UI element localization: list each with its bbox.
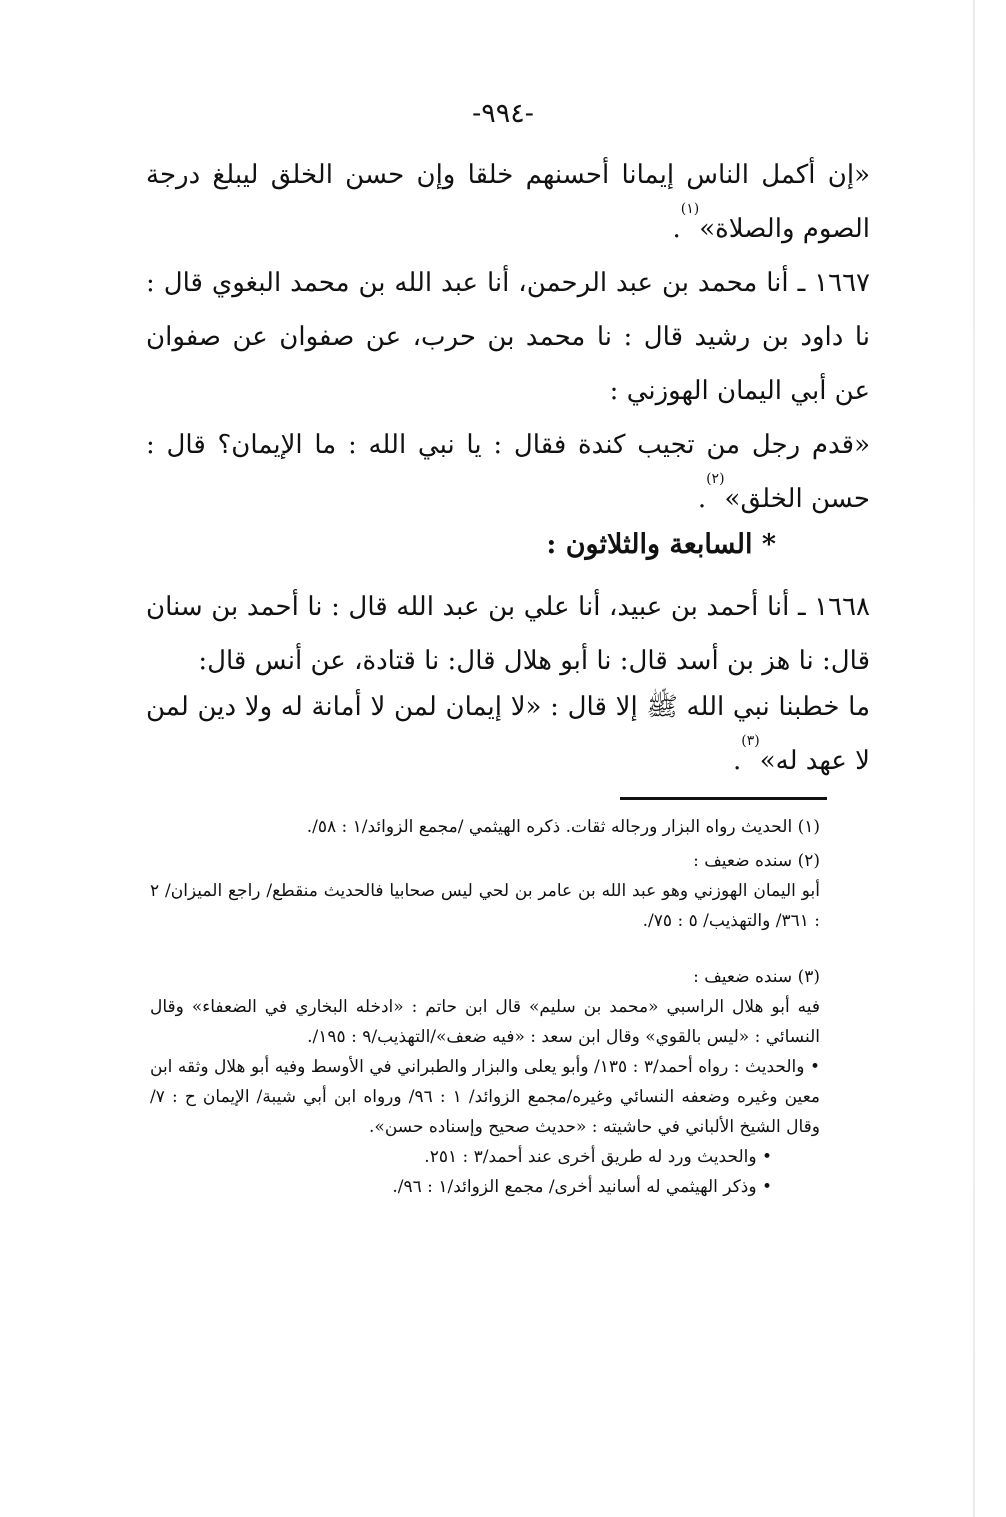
- page-number: -٩٩٤-: [472, 98, 534, 129]
- hadith-text-1: «إن أكمل الناس إيمانا أحسنهم خلقا وإن حسن الخلق ليبلغ درجة الصوم والصلاة»$^{(١)}$.: [146, 160, 870, 244]
- footnote-3-body-2: • والحديث : رواه أحمد/٣ : ١٣٥/ وأبو يعلى والبزار والطبراني في الأوسط وفيه أبو هلال وثقه ابن معين وغيره وضعفه النسائي وغيره/مجمع الزوائد/ ١ : ٩٦/ ورواه ابن أبي شيبة/ الإيمان ح : ٧/ وقال الشيخ الألباني في حاشيته : «حديث صحيح وإسناده حسن».: [150, 1057, 820, 1137]
- section-heading: * السابعة والثلاثون :: [546, 529, 776, 560]
- footnote-2-head: (٢) سنده ضعيف :: [693, 851, 820, 871]
- isnad-1668: [146, 580, 870, 688]
- footnote-3-head: (٣) سنده ضعيف :: [693, 967, 820, 987]
- footnote-3: [150, 962, 820, 1202]
- footnote-3-bullet-2: • وذكر الهيثمي له أسانيد أخرى/ مجمع الزوائد/١ : ٩٦/.: [392, 1177, 772, 1197]
- hadith-3-text: ما خطبنا نبي الله ﷺ إلا قال : «لا إيمان لمن لا أمانة له ولا دين لمن لا عهد له»: [146, 692, 870, 776]
- footnote-separator: [620, 797, 827, 800]
- footnote-3-bullet-1: • والحديث ورد له طريق أخرى عند أحمد/٣ : ٢٥١.: [424, 1147, 772, 1167]
- isnad-1667: [146, 256, 870, 418]
- footnote-1-text: (١) الحديث رواه البزار ورجاله ثقات. ذكره الهيثمي /مجمع الزوائد/١ : ٥٨/.: [306, 817, 820, 837]
- page-edge-shadow: [973, 0, 975, 1517]
- footnote-2: [150, 846, 820, 936]
- hadith-text-3: ما خطبنا نبي الله ﷺ إلا قال : «لا إيمان لمن لا أمانة له ولا دين لمن لا عهد له»$^{(٣)}$.: [146, 692, 870, 776]
- footnote-ref-2: (٢): [706, 471, 725, 487]
- footnote-3-body-1: فيه أبو هلال الراسبي «محمد بن سليم» قال ابن حاتم : «ادخله البخاري في الضعفاء» وقال النسائي : «ليس بالقوي» وقال ابن سعد : «فيه ضعف»/التهذيب/٩ : ١٩٥/.: [150, 997, 820, 1047]
- footnote-ref-1: (١): [680, 201, 700, 217]
- footnote-2-body: أبو اليمان الهوزني وهو عبد الله بن عامر بن لحي ليس صحابيا فالحديث منقطع/ راجع الميزان/ ٢ : ٣٦١/ والتهذيب/ ٥ : ٧٥/.: [150, 881, 820, 931]
- hadith-2-text: «قدم رجل من تجيب كندة فقال : يا نبي الله : ما الإيمان؟ قال : حسن الخلق»: [146, 430, 870, 514]
- footnote-1: [150, 812, 820, 842]
- isnad-1668-text: ١٦٦٨ ـ أنا أحمد بن عبيد، أنا علي بن عبد الله قال : نا أحمد بن سنان قال: نا هز بن أسد قال: نا أبو هلال قال: نا قتادة، عن أنس قال:: [146, 592, 870, 676]
- hadith-1-text: «إن أكمل الناس إيمانا أحسنهم خلقا وإن حسن الخلق ليبلغ درجة الصوم والصلاة»: [146, 160, 870, 244]
- isnad-1667-text: ١٦٦٧ ـ أنا محمد بن عبد الرحمن، أنا عبد الله بن محمد البغوي قال : نا داود بن رشيد قال : نا محمد بن حرب، عن صفوان عن صفوان عن أبي اليمان الهوزني :: [146, 268, 870, 406]
- hadith-text-2: «قدم رجل من تجيب كندة فقال : يا نبي الله : ما الإيمان؟ قال : حسن الخلق»$^{(٢)}$.: [146, 430, 870, 514]
- footnote-ref-3: (٣): [741, 733, 760, 749]
